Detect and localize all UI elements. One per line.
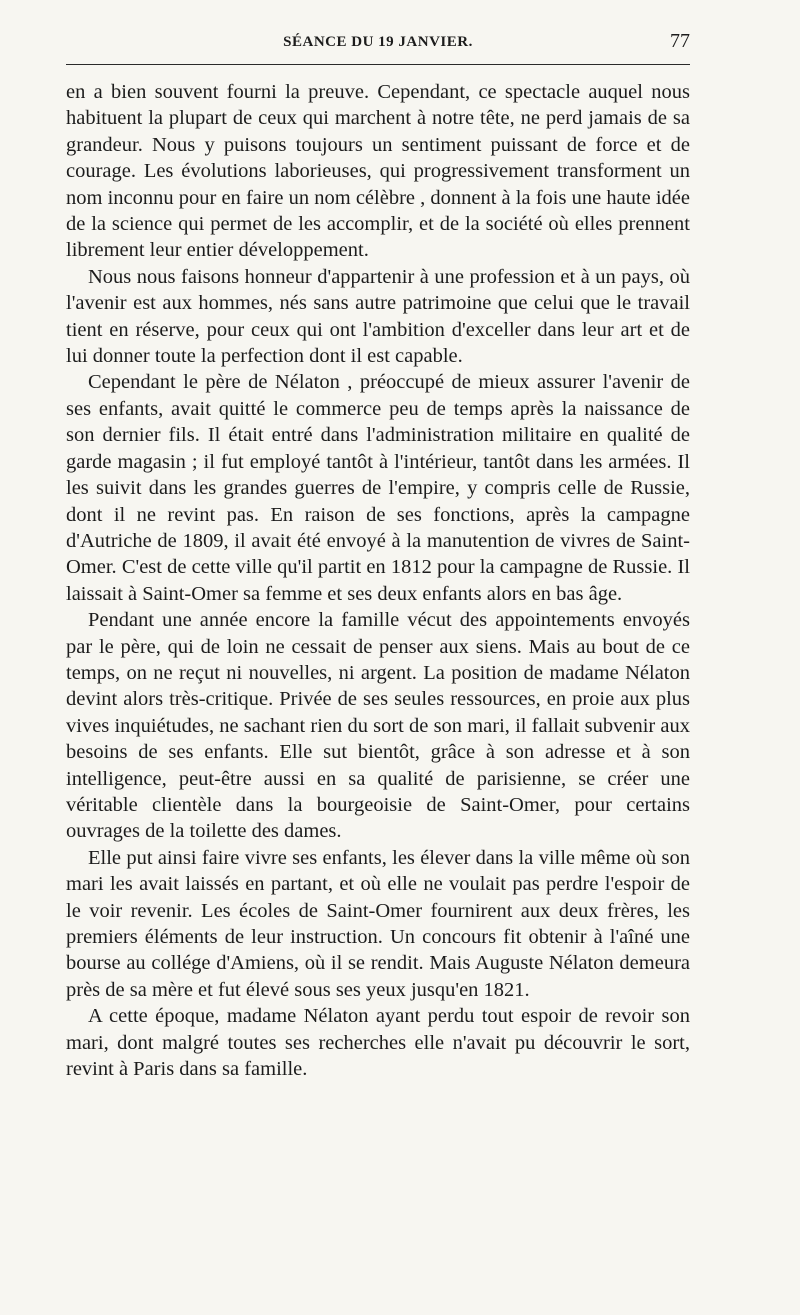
paragraph-1: en a bien souvent fourni la preuve. Cependant, ce spectacle auquel nous habituent la plupart de ceux qui marchent à notre tête, ne perd jamais de sa grandeur. Nous y puisons toujours un sentiment puissant de force et de courage. Les évolutions laborieuses, qui progressivement transforment un nom inconnu pour en faire un nom célèbre , donnent à la fois une haute idée de la science qui permet de les accomplir, et de la société où elles prennent librement leur entier développement. bbox=[66, 81, 690, 262]
paragraph-2: Nous nous faisons honneur d'appartenir à une profession et à un pays, où l'avenir est aux hommes, nés sans autre patrimoine que celui que le travail tient en réserve, pour ceux qui ont l'ambition d'exceller dans leur art et de lui donner toute la perfection dont il est capable. bbox=[66, 265, 690, 368]
running-title: SÉANCE DU 19 JANVIER. bbox=[283, 34, 473, 50]
paragraph-3: Cependant le père de Nélaton , préoccupé de mieux assurer l'avenir de ses enfants, avait quitté le commerce peu de temps après la naissance de son dernier fils. Il était entré dans l'administration militaire en qualité de garde magasin ; il fut employé tantôt à l'intérieur, tantôt dans les armées. Il les suivit dans les grandes guerres de l'empire, y compris celle de Russie, dont il ne revint pas. En raison de ses fonctions, après la campagne d'Autriche de 1809, il avait été envoyé à la manutention de vivres de Saint-Omer. C'est de cette ville qu'il partit en 1812 pour la campagne de Russie. Il laissait à Saint-Omer sa femme et ses deux enfants alors en bas âge. bbox=[66, 371, 690, 605]
paragraph-4: Pendant une année encore la famille vécut des appointements envoyés par le père, qui de loin ne cessait de penser aux siens. Mais au bout de ce temps, on ne reçut ni nouvelles, ni argent. La position de madame Nélaton devint alors très-critique. Privée de ses seules ressources, en proie aux plus vives inquiétudes, ne sachant rien du sort de son mari, il fallait subvenir aux besoins de ses enfants. Elle sut bientôt, grâce à son adresse et à son intelligence, peut-être aussi en sa qualité de parisienne, se créer une véritable clientèle dans la bourgeoisie de Saint-Omer, pour certains ouvrages de la toilette des dames. bbox=[66, 609, 690, 843]
paragraph-5: Elle put ainsi faire vivre ses enfants, les élever dans la ville même où son mari les avait laissés en partant, et où elle ne voulait pas perdre l'espoir de le voir revenir. Les écoles de Saint-Omer fournirent aux deux frères, les premiers éléments de leur instruction. Un concours fit obtenir à l'aîné une bourse au collége d'Amiens, où il se rendit. Mais Auguste Nélaton demeura près de sa mère et fut élevé sous ses yeux jusqu'en 1821. bbox=[66, 846, 690, 1001]
body-text bbox=[66, 79, 690, 1082]
page-number: 77 bbox=[670, 30, 690, 52]
header-rule bbox=[66, 64, 690, 65]
running-head bbox=[66, 30, 690, 56]
paragraph-6: A cette époque, madame Nélaton ayant perdu tout espoir de revoir son mari, dont malgré toutes ses recherches elle n'avait pu découvrir le sort, revint à Paris dans sa famille. bbox=[66, 1005, 690, 1081]
